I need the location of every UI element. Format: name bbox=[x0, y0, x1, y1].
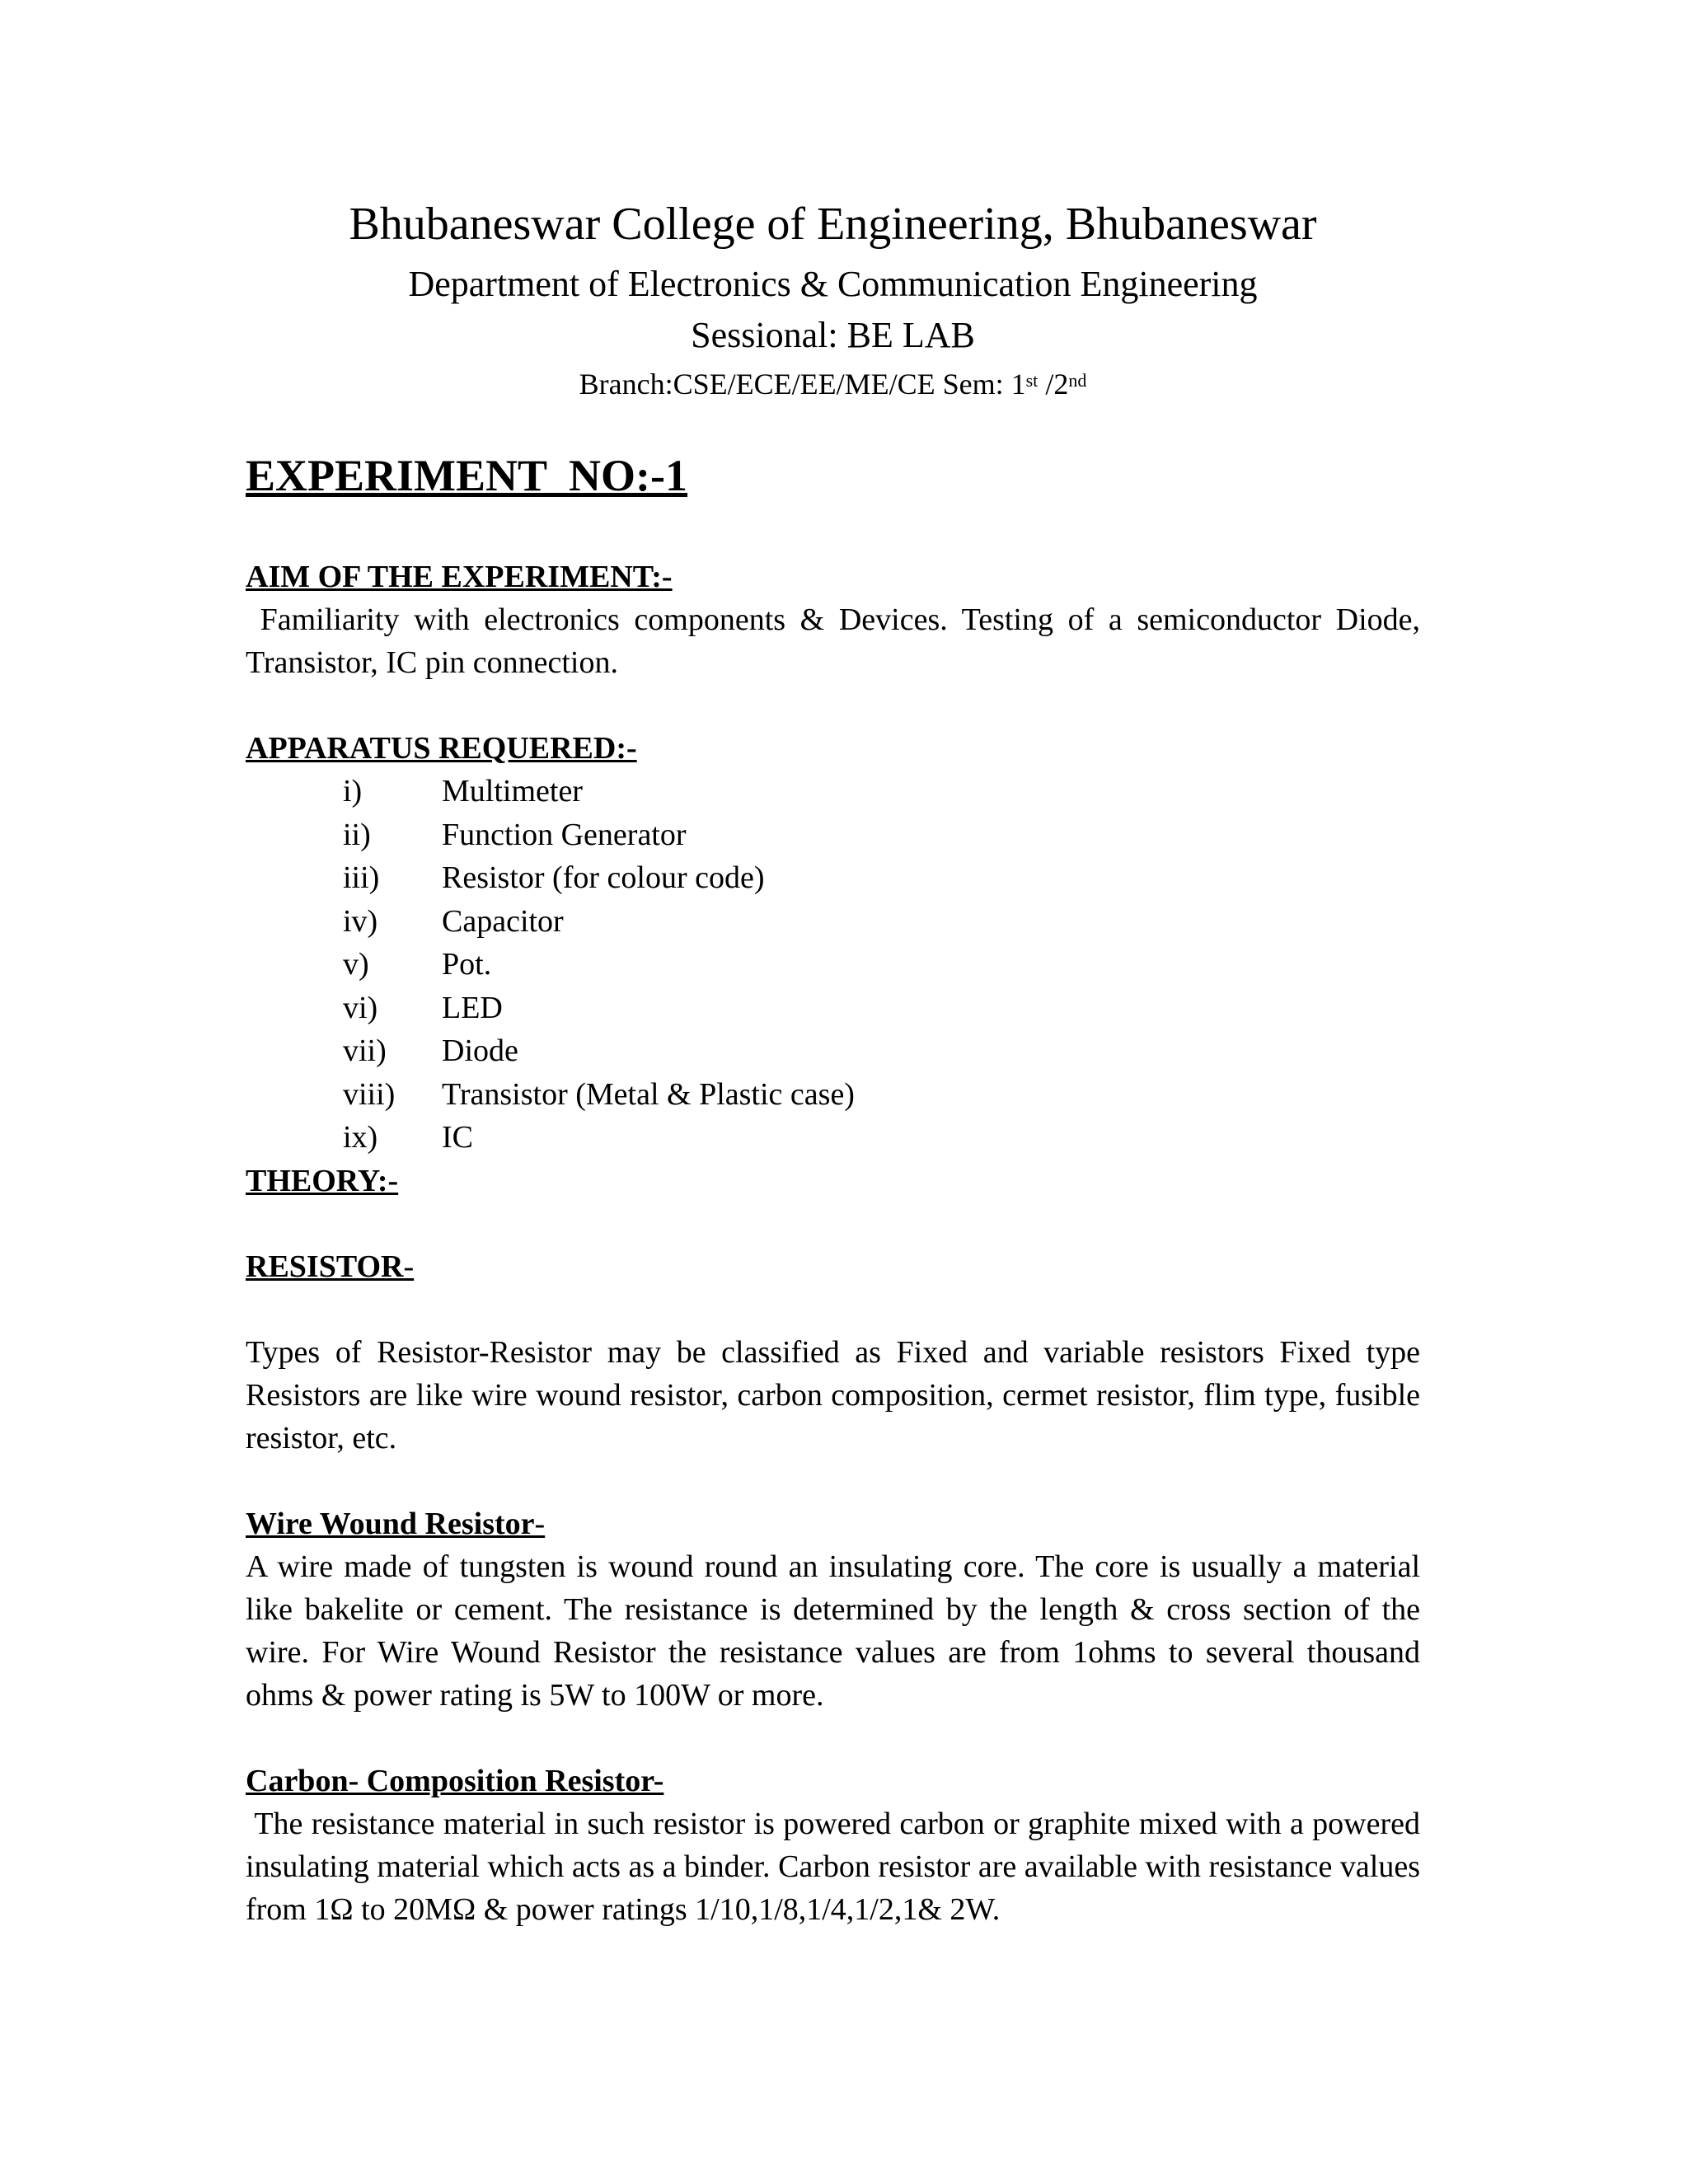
branch-semester-line bbox=[246, 361, 1420, 407]
experiment-title: EXPERIMENT NO:-1 bbox=[246, 451, 688, 500]
resistor-types-text: Types of Resistor-Resistor may be classified as Fixed and variable resistors Fixed type Resistors are like wire wound resistor, carbon composition, cermet resistor, flim type, fusible resistor, etc. bbox=[246, 1334, 1420, 1455]
list-item-number: ix) bbox=[343, 1120, 378, 1155]
sem-superscript-first: st bbox=[1025, 370, 1039, 391]
wire-wound-heading-text: Wire Wound Resistor bbox=[246, 1506, 535, 1541]
list-item-text: IC bbox=[442, 1120, 473, 1155]
list-item bbox=[246, 1073, 1420, 1117]
branch-text: Branch:CSE/ECE/EE/ME/CE Sem: 1 bbox=[579, 368, 1026, 401]
list-item-text: Capacitor bbox=[442, 903, 564, 939]
aim-heading: AIM OF THE EXPERIMENT:- bbox=[246, 560, 673, 594]
wire-wound-text: A wire made of tungsten is wound round an insulating core. The core is usually a material like bakelite or cement. The resistance is determined by the length & cross section of the wire. For Wire Wound Resistor the resistance values are from 1ohms to several thousand ohms & power rating is 5W to 100W or more. bbox=[246, 1549, 1420, 1713]
apparatus-heading: APPARATUS REQUERED:- bbox=[246, 731, 637, 766]
list-item-text: Diode bbox=[442, 1033, 518, 1068]
list-item-text: LED bbox=[442, 990, 503, 1025]
resistor-heading-text: RESISTOR bbox=[246, 1249, 404, 1284]
list-item bbox=[246, 770, 1420, 813]
department-name: Department of Electronics & Communication Engineering bbox=[408, 264, 1258, 304]
sessional-line: Sessional: BE LAB bbox=[691, 315, 975, 355]
aim-text: Familiarity with electronics components & Devices. Testing of a semiconductor Diode, Transistor, IC pin connection. bbox=[246, 602, 1428, 680]
list-item-text: Function Generator bbox=[442, 817, 687, 852]
sem-superscript-second: nd bbox=[1068, 370, 1087, 391]
list-item-text: Pot. bbox=[442, 947, 492, 982]
carbon-composition-text: The resistance material in such resistor is powered carbon or graphite mixed with a powered insulating material which acts as a binder. Carbon resistor are available with resistance values from 1Ω to 20MΩ & power ratings 1/10,1/8,1/4,1/2,1& 2W. bbox=[246, 1806, 1428, 1927]
document-page bbox=[246, 190, 1428, 1931]
wire-wound-heading-tail: - bbox=[534, 1506, 546, 1541]
list-item-number: v) bbox=[343, 947, 369, 982]
list-item-number: iii) bbox=[343, 860, 380, 895]
list-item bbox=[246, 813, 1420, 857]
list-item-text: Multimeter bbox=[442, 774, 583, 808]
list-item-text: Transistor (Metal & Plastic case) bbox=[442, 1076, 855, 1112]
list-item-text: Resistor (for colour code) bbox=[442, 860, 765, 895]
wire-wound-heading bbox=[246, 1502, 1420, 1545]
list-item bbox=[246, 1116, 1420, 1160]
carbon-composition-heading: Carbon- Composition Resistor- bbox=[246, 1763, 664, 1798]
list-item-number: vii) bbox=[343, 1033, 387, 1068]
list-item-number: i) bbox=[343, 774, 363, 808]
list-item-number: iv) bbox=[343, 903, 378, 939]
list-item bbox=[246, 1029, 1420, 1073]
list-item-number: vi) bbox=[343, 990, 378, 1025]
list-item bbox=[246, 856, 1420, 900]
list-item-number: viii) bbox=[343, 1076, 396, 1112]
resistor-heading-tail: - bbox=[403, 1249, 415, 1284]
theory-heading: THEORY:- bbox=[246, 1163, 399, 1198]
list-item bbox=[246, 900, 1420, 944]
list-item-number: ii) bbox=[343, 817, 371, 852]
list-item bbox=[246, 943, 1420, 987]
sem-separator: /2 bbox=[1038, 368, 1069, 401]
apparatus-list bbox=[246, 770, 1420, 1160]
list-item bbox=[246, 987, 1420, 1030]
resistor-heading bbox=[246, 1245, 1420, 1288]
college-name: Bhubaneswar College of Engineering, Bhubaneswar bbox=[349, 199, 1317, 250]
